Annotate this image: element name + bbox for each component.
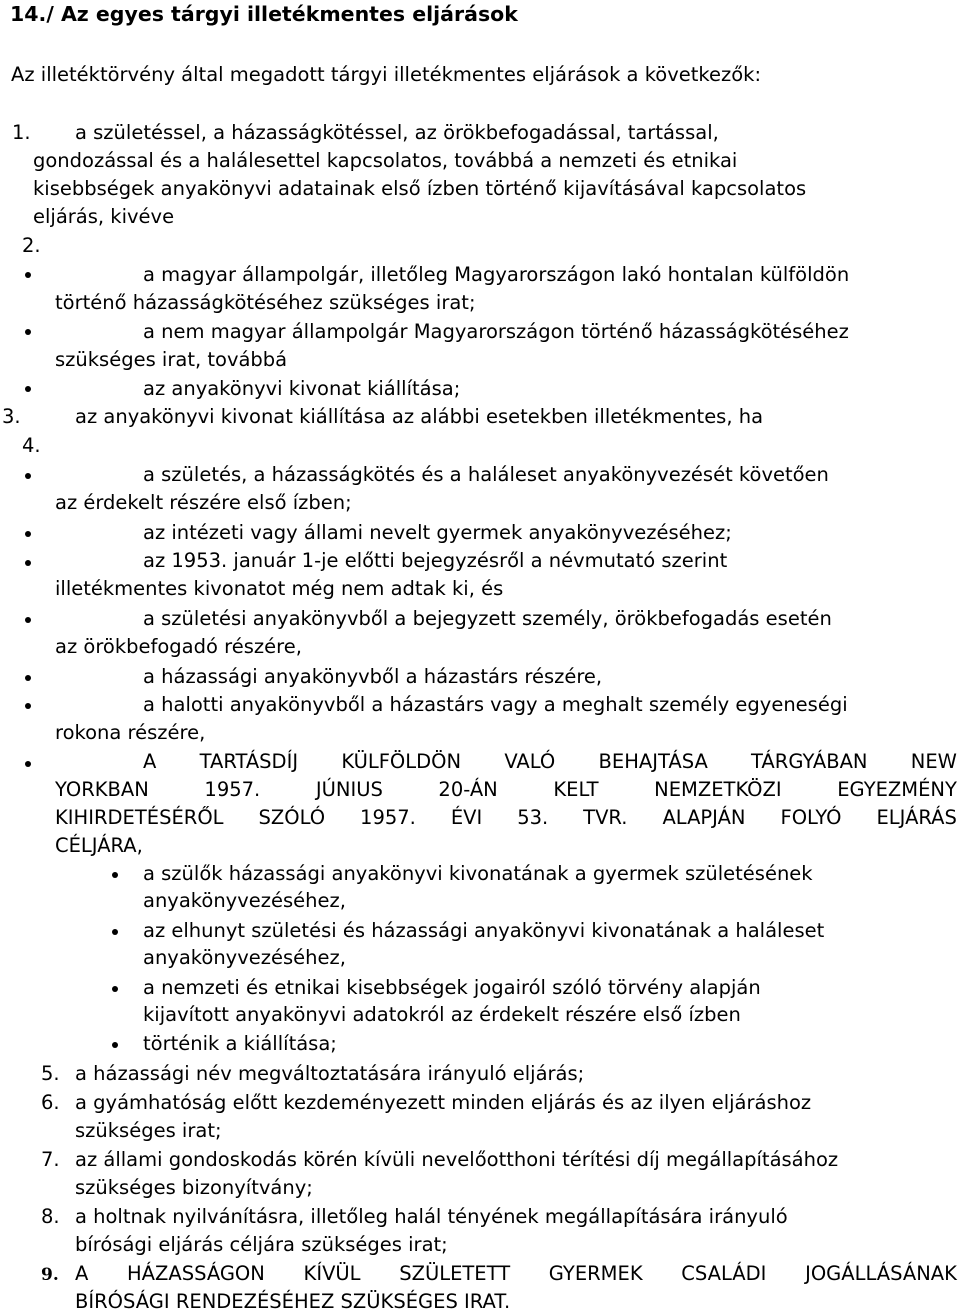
item-8-number: 8. <box>41 1205 60 1228</box>
item-4-number: 4. <box>22 434 41 457</box>
item-9-line-1: A HÁZASSÁGON KÍVÜL SZÜLETETT GYERMEK CSALÁDI JOGÁLLÁSÁNAK <box>75 1262 957 1285</box>
item-6-line-1: a gyámhatóság előtt kezdeményezett minden eljárás és az ilyen eljáráshoz <box>75 1091 812 1114</box>
sub-bullet-3-line-1: a nemzeti és etnikai kisebbségek jogairól szóló törvény alapján <box>143 976 761 999</box>
sub-bullet-4-line-1: történik a kiállítása; <box>143 1032 337 1055</box>
bullet-icon <box>25 703 31 709</box>
item-8-line-1: a holtnak nyilvánításra, illetőleg halál tényének megállapítására irányuló <box>75 1205 788 1228</box>
bullet-icon <box>25 329 31 335</box>
item-1-line-2: gondozással és a halálesettel kapcsolatos, továbbá a nemzeti és etnikai <box>33 149 738 172</box>
item-4-bullet-6-line-1: a halotti anyakönyvből a házastárs vagy a meghalt személy egyeneségi <box>143 693 848 716</box>
bullet-icon <box>25 617 31 623</box>
item-4-caps-line-2: YORKBAN 1957. JÚNIUS 20-ÁN KELT NEMZETKÖZI EGYEZMÉNY <box>55 778 957 801</box>
item-4-bullet-4-line-2: az örökbefogadó részére, <box>55 635 302 658</box>
bullet-icon <box>25 761 31 767</box>
item-3-text: az anyakönyvi kivonat kiállítása az alábbi esetekben illetékmentes, ha <box>75 405 764 428</box>
item-1-line-3: kisebbségek anyakönyvi adatainak első ízben történő kijavításával kapcsolatos <box>33 177 807 200</box>
item-2-number: 2. <box>22 234 41 257</box>
item-4-bullet-4-line-1: a születési anyakönyvből a bejegyzett személy, örökbefogadás esetén <box>143 607 832 630</box>
item-9-line-2: BÍRÓSÁGI RENDEZÉSÉHEZ SZÜKSÉGES IRAT. <box>75 1290 511 1313</box>
item-4-caps-line-4: CÉLJÁRA, <box>55 834 143 857</box>
item-6-number: 6. <box>41 1091 60 1114</box>
bullet-icon <box>25 386 31 392</box>
item-1-line-1: a születéssel, a házasságkötéssel, az örökbefogadással, tartással, <box>75 121 719 144</box>
item-2-bullet-3-line-1: az anyakönyvi kivonat kiállítása; <box>143 377 461 400</box>
item-2-bullet-1-line-1: a magyar állampolgár, illetőleg Magyarországon lakó hontalan külföldön <box>143 263 850 286</box>
item-5-number: 5. <box>41 1062 60 1085</box>
item-4-caps-line-1: A TARTÁSDÍJ KÜLFÖLDÖN VALÓ BEHAJTÁSA TÁRGYÁBAN NEW <box>143 750 957 773</box>
item-1-line-4: eljárás, kivéve <box>33 205 175 228</box>
bullet-icon <box>25 473 31 479</box>
item-4-caps-line-3: KIHIRDETÉSÉRŐL SZÓLÓ 1957. ÉVI 53. TVR. ALAPJÁN FOLYÓ ELJÁRÁS <box>55 806 957 829</box>
item-2-bullet-2-line-1: a nem magyar állampolgár Magyarországon történő házasságkötéséhez <box>143 320 849 343</box>
bullet-icon <box>25 675 31 681</box>
item-7-line-2: szükséges bizonyítvány; <box>75 1176 313 1199</box>
sub-bullet-2-line-2: anyakönyvezéséhez, <box>143 946 346 969</box>
item-2-bullet-1-line-2: történő házasságkötéséhez szükséges irat; <box>55 291 476 314</box>
item-4-bullet-6-line-2: rokona részére, <box>55 721 206 744</box>
item-4-bullet-1-line-2: az érdekelt részére első ízben; <box>55 491 352 514</box>
item-4-bullet-2-line-1: az intézeti vagy állami nevelt gyermek anyakönyvezéséhez; <box>143 521 732 544</box>
bullet-icon <box>112 872 118 878</box>
bullet-icon <box>25 531 31 537</box>
document-title: 14./ Az egyes tárgyi illetékmentes eljárások <box>10 2 518 26</box>
item-4-bullet-1-line-1: a születés, a házasságkötés és a haláleset anyakönyvezését követően <box>143 463 829 486</box>
bullet-icon <box>25 560 31 566</box>
item-7-number: 7. <box>41 1148 60 1171</box>
bullet-icon <box>25 272 31 278</box>
bullet-icon <box>112 929 118 935</box>
item-7-line-1: az állami gondoskodás körén kívüli nevelőotthoni térítési díj megállapításához <box>75 1148 839 1171</box>
item-4-bullet-3-line-1: az 1953. január 1-je előtti bejegyzésről a névmutató szerint <box>143 549 728 572</box>
item-5-line-1: a házassági név megváltoztatására irányuló eljárás; <box>75 1062 585 1085</box>
item-2-bullet-2-line-2: szükséges irat, továbbá <box>55 348 288 371</box>
item-4-bullet-5-line-1: a házassági anyakönyvből a házastárs részére, <box>143 665 603 688</box>
bullet-icon <box>112 1042 118 1048</box>
item-3-number: 3. <box>2 405 21 428</box>
sub-bullet-1-line-1: a szülők házassági anyakönyvi kivonatának a gyermek születésének <box>143 862 813 885</box>
item-8-line-2: bírósági eljárás céljára szükséges irat; <box>75 1233 448 1256</box>
sub-bullet-1-line-2: anyakönyvezéséhez, <box>143 889 346 912</box>
item-9-number: 9. <box>41 1265 59 1285</box>
sub-bullet-2-line-1: az elhunyt születési és házassági anyakönyvi kivonatának a haláleset <box>143 919 825 942</box>
sub-bullet-3-line-2: kijavított anyakönyvi adatokról az érdekelt részére első ízben <box>143 1003 741 1026</box>
bullet-icon <box>112 986 118 992</box>
intro-text: Az illetéktörvény által megadott tárgyi illetékmentes eljárások a következők: <box>11 63 762 86</box>
item-6-line-2: szükséges irat; <box>75 1119 222 1142</box>
item-1-number: 1. <box>12 121 31 144</box>
item-4-bullet-3-line-2: illetékmentes kivonatot még nem adtak ki, és <box>55 577 504 600</box>
